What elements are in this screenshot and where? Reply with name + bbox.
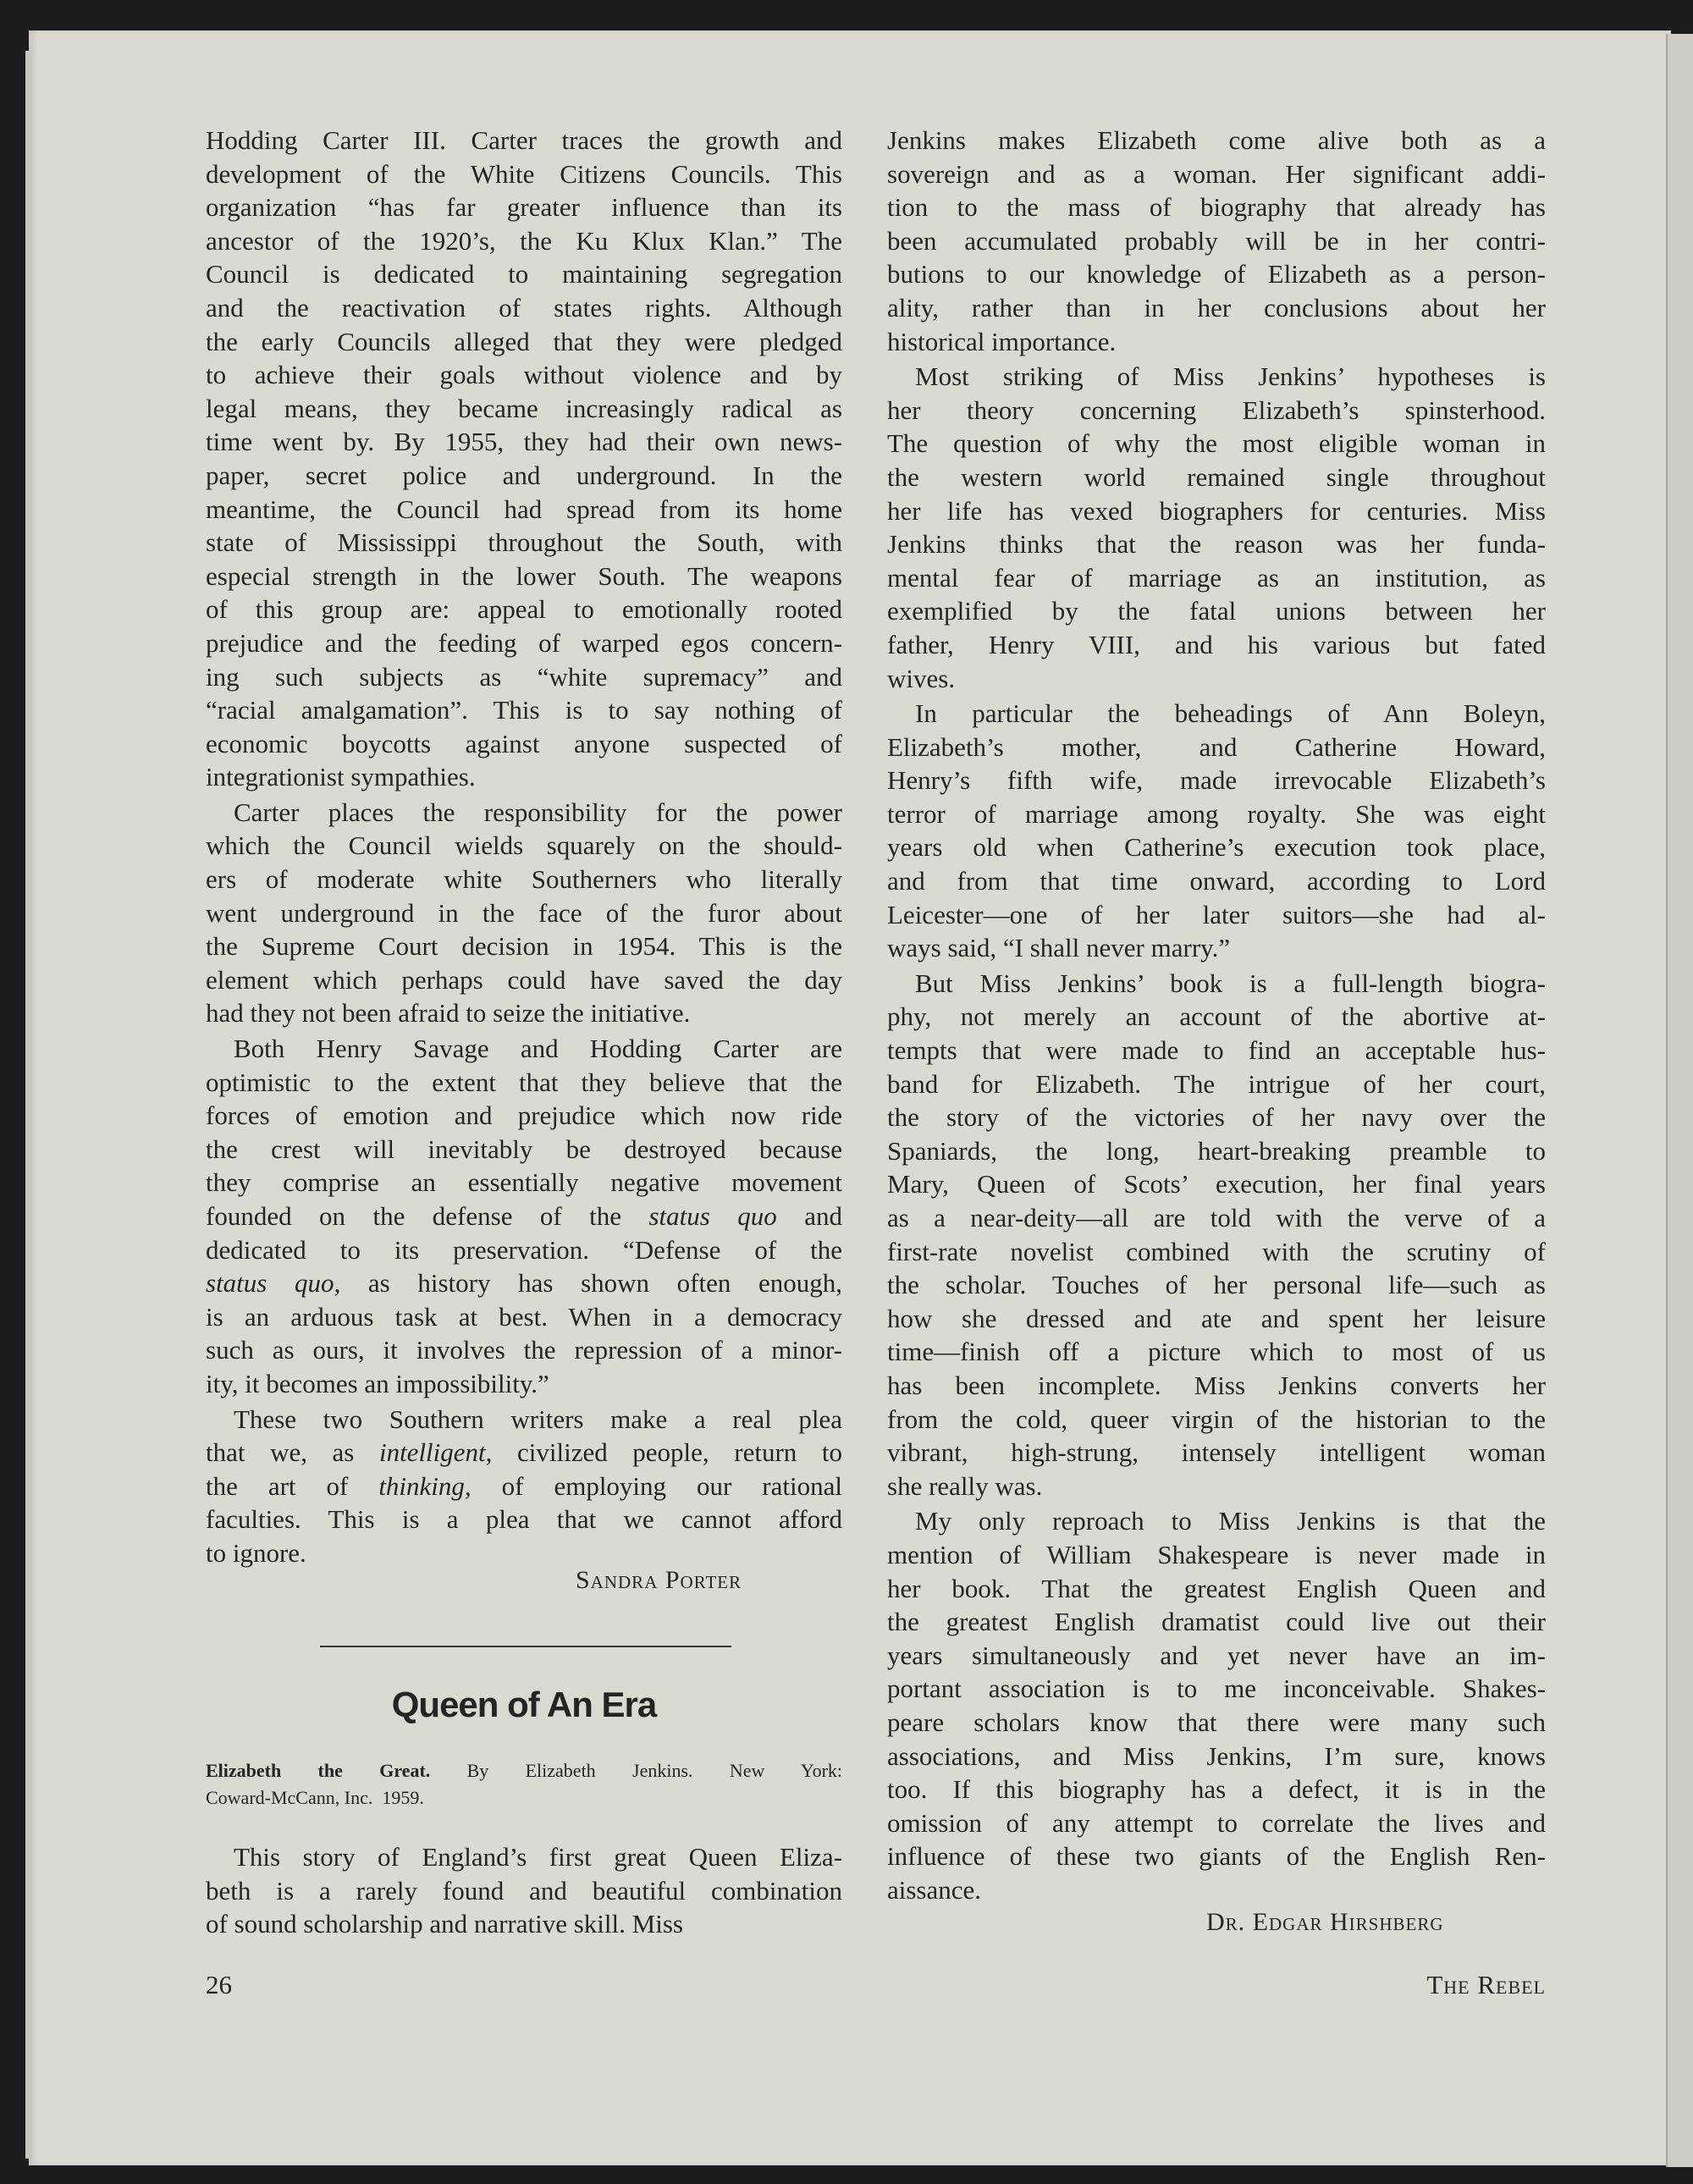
text-line: which the Council wields squarely on the should- [206,830,842,861]
text-line: how she dressed and ate and spent her leisure [887,1303,1546,1333]
text-line: “racial amalgamation”. This is to say nothing of [206,695,842,725]
text-line: historical importance. [887,326,1117,356]
paragraph [206,1032,842,1401]
text-line: state of Mississippi throughout the South, with [206,527,842,558]
text-line: meantime, the Council had spread from its home [206,494,842,524]
text-line: integrationist sympathies. [206,762,476,792]
text-line: the western world remained single throughout [887,461,1546,492]
text-line: too. If this biography has a defect, it is in the [887,1774,1546,1805]
text-line: element which perhaps could have saved the day [206,964,842,995]
italic-text: thinking, [378,1470,472,1501]
text-line: vibrant, high-strung, intensely intelligent woman [887,1437,1546,1468]
italic-text: intelligent, [378,1437,493,1468]
text-line: development of the White Citizens Councils. This [206,158,842,189]
text-line: she really was. [887,1470,1043,1501]
section-divider [320,1646,731,1647]
review-opening [206,1840,842,1943]
citation-book-title: Elizabeth the Great. [206,1760,431,1781]
text-line: of this group are: appeal to emotionally rooted [206,594,842,625]
text-line: and from that time onward, according to Lord [887,866,1546,896]
text-line: Mary, Queen of Scots’ execution, her final years [887,1169,1546,1200]
text-line: This story of England’s first great Queen Eliza- [234,1842,842,1872]
text-line: influence of these two giants of the English Ren- [887,1841,1546,1872]
text-line: her life has vexed biographers for centuries. Miss [887,495,1546,526]
publication-name: The Rebel [1426,1970,1546,1999]
text-line: the Supreme Court decision in 1954. This is the [206,931,842,962]
text-line: portant association is to me inconceivable. Shakes- [887,1674,1546,1704]
paragraph [206,124,842,794]
text-line: Most striking of Miss Jenkins’ hypotheses is [915,361,1546,392]
italic-text: status quo, [206,1268,341,1299]
text-line [206,1266,842,1300]
text-line: Henry’s fifth wife, made irrevocable Elizabeth’s [887,765,1546,796]
text-line: sovereign and as a woman. Her significant addi- [887,158,1546,189]
text-line: beth is a rarely found and beautiful combination [206,1875,842,1905]
text-line: legal means, they became increasingly radical as [206,393,842,423]
text-line: mental fear of marriage as an institution, as [887,562,1546,593]
text-line: the story of the victories of her navy over the [887,1102,1546,1133]
text-line: ancestor of the 1920’s, the Ku Klux Klan.” The [206,225,842,256]
text-segment: civilized people, return to [492,1437,842,1468]
text-line: omission of any attempt to correlate the lives and [887,1807,1546,1838]
text-line: and the reactivation of states rights. Although [206,292,842,323]
text-line: Jenkins thinks that the reason was her funda- [887,529,1546,560]
text-line: optimistic to the extent that they believe that the [206,1067,842,1097]
review-title: Queen of An Era [391,1685,657,1724]
text-line: In particular the beheadings of Ann Boleyn, [915,698,1546,729]
citation-author-place: By Elizabeth Jenkins. New York: [466,1760,843,1781]
text-line: Elizabeth’s mother, and Catherine Howard, [887,731,1546,762]
text-line: years simultaneously and yet never have an im- [887,1640,1546,1670]
signature-edgar-hirshberg: Dr. Edgar Hirshberg [1206,1908,1444,1936]
text-line: terror of marriage among royalty. She was eight [887,798,1546,829]
italic-text: status quo [648,1201,777,1231]
paragraph [887,1504,1546,1906]
paragraph [887,360,1546,695]
text-line: such as ours, it involves the repression of a minor- [206,1335,842,1365]
text-segment: founded on the defense of the [206,1201,649,1231]
text-line: had they not been afraid to seize the initiative. [206,998,691,1029]
text-line: ity, it becomes an impossibility.” [206,1368,549,1398]
text-line: prejudice and the feeding of warped egos concern- [206,627,842,658]
text-line: forces of emotion and prejudice which now ride [206,1100,842,1131]
text-line: economic boycotts against anyone suspected of [206,728,842,758]
text-line: time went by. By 1955, they had their own news- [206,427,842,457]
text-line: they comprise an essentially negative movement [206,1167,842,1198]
text-line: from the cold, queer virgin of the historian to the [887,1404,1546,1434]
text-line: Leicester—one of her later suitors—she had al- [887,899,1546,929]
text-line: first-rate novelist combined with the scrutiny of [887,1236,1546,1266]
text-line: Hodding Carter III. Carter traces the growth and [206,125,842,155]
text-line: is an arduous task at best. When in a democracy [206,1301,842,1332]
text-line: her theory concerning Elizabeth’s spinsterhood. [887,394,1546,425]
paragraph [206,1403,842,1570]
text-line: Jenkins makes Elizabeth come alive both as a [887,125,1546,155]
paragraph [887,124,1546,358]
text-line: band for Elizabeth. The intrigue of her court, [887,1068,1546,1099]
text-line: But Miss Jenkins’ book is a full-length biogra- [915,968,1546,998]
paragraph [887,967,1546,1503]
text-line: ing such subjects as “white supremacy” and [206,661,842,692]
facing-page-edge [1666,34,1693,2167]
text-line: paper, secret police and underground. In the [206,460,842,490]
text-segment: that we, as [206,1437,379,1468]
text-line: Council is dedicated to maintaining segregation [206,259,842,290]
text-line: the greatest English dramatist could live out their [887,1607,1546,1637]
text-line: aissance. [887,1874,982,1905]
text-segment: as history has shown often enough, [340,1268,842,1299]
text-line: the scholar. Touches of her personal life—such as [887,1270,1546,1300]
text-line: to achieve their goals without violence and by [206,360,842,390]
text-line: mention of William Shakespeare is never made in [887,1539,1546,1569]
right-column [887,124,1546,1908]
text-line: to ignore. [206,1537,306,1568]
text-line: ality, rather than in her conclusions about her [887,292,1546,323]
text-line [206,1436,842,1470]
text-line [206,1470,842,1503]
left-column [206,124,842,1572]
text-line [206,1200,842,1233]
paragraph [206,1840,842,1941]
text-line: associations, and Miss Jenkins, I’m sure, knows [887,1740,1546,1771]
text-line: organization “has far greater influence than its [206,192,842,223]
text-segment: and [776,1201,842,1231]
text-line: These two Southern writers make a real plea [234,1404,842,1434]
text-line: the crest will inevitably be destroyed because [206,1133,842,1164]
signature-sandra-porter: Sandra Porter [576,1566,742,1594]
text-line: tempts that were made to find an acceptable hus- [887,1035,1546,1066]
text-line: of sound scholarship and narrative skill. Miss [206,1909,683,1939]
text-line: phy, not merely an account of the abortive at- [887,1001,1546,1032]
text-line: went underground in the face of the furor about [206,897,842,928]
text-line: tion to the mass of biography that already has [887,192,1546,223]
paragraph [206,796,842,1030]
text-line: Both Henry Savage and Hodding Carter are [234,1034,842,1064]
text-segment: the art of [206,1470,379,1501]
text-line: especial strength in the lower South. The weapons [206,560,842,591]
citation-line-1 [206,1757,842,1784]
text-line: butions to our knowledge of Elizabeth as a person- [887,259,1546,290]
text-line: peare scholars know that there were many such [887,1707,1546,1737]
text-line: exemplified by the fatal unions between her [887,596,1546,626]
page-stack-edge [25,51,32,2159]
text-line: ways said, “I shall never marry.” [887,933,1231,963]
text-line: been accumulated probably will be in her contri- [887,225,1546,256]
text-line: her book. That the greatest English Queen and [887,1573,1546,1603]
text-line: The question of why the most eligible woman in [887,428,1546,459]
text-line: My only reproach to Miss Jenkins is that the [915,1506,1546,1536]
text-line: father, Henry VIII, and his various but fated [887,629,1546,659]
text-line: wives. [887,663,956,693]
page-number: 26 [206,1970,232,1999]
text-segment: of employing our rational [471,1470,842,1501]
text-line: dedicated to its preservation. “Defense of the [206,1234,842,1265]
text-line: time—finish off a picture which to most of us [887,1337,1546,1367]
text-line: ers of moderate white Southerners who literally [206,864,842,895]
text-line: as a near-deity—all are told with the verve of a [887,1203,1546,1233]
text-line: Carter places the responsibility for the power [234,797,842,827]
text-line: years old when Catherine’s execution took place, [887,832,1546,863]
text-line: the early Councils alleged that they were pledged [206,326,842,356]
citation-line-2: Coward-McCann, Inc. 1959. [206,1787,424,1808]
book-citation [206,1757,842,1812]
text-line: Spaniards, the long, heart-breaking preamble to [887,1135,1546,1166]
text-line: has been incomplete. Miss Jenkins converts her [887,1370,1546,1400]
text-line: faculties. This is a plea that we cannot afford [206,1504,842,1535]
paragraph [887,697,1546,965]
